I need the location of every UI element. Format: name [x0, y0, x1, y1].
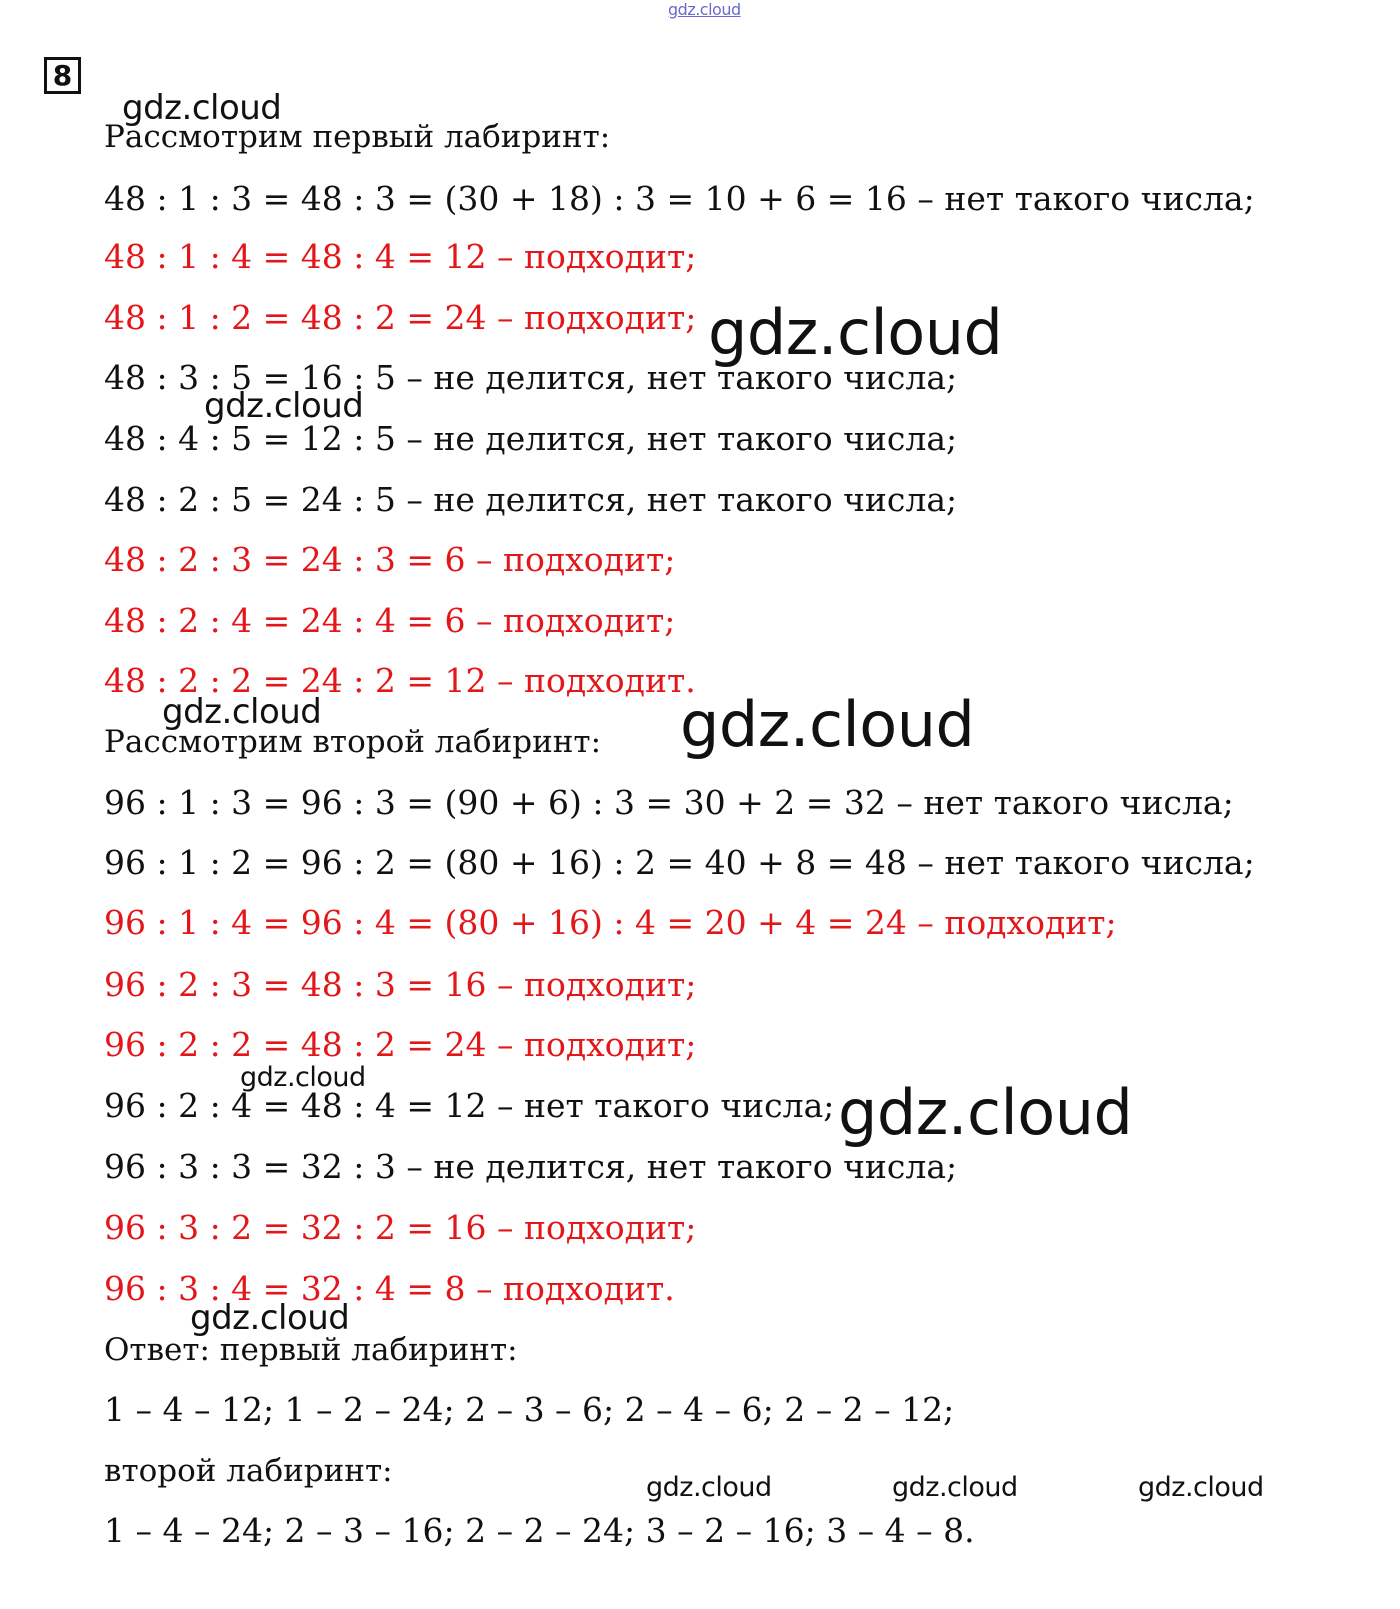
solution-line-fits: 96 : 3 : 2 = 32 : 2 = 16 – подходит; — [104, 1208, 697, 1247]
solution-line: 48 : 4 : 5 = 12 : 5 – не делится, нет такого числа; — [104, 419, 958, 458]
solution-line-fits: 48 : 1 : 2 = 48 : 2 = 24 – подходит; — [104, 298, 697, 337]
answer-heading: Ответ: первый лабиринт: — [104, 1332, 518, 1368]
solution-line: 96 : 1 : 2 = 96 : 2 = (80 + 16) : 2 = 40 + 8 = 48 – нет такого числа; — [104, 843, 1255, 882]
watermark: gdz.cloud — [646, 1472, 772, 1503]
watermark: gdz.cloud — [708, 296, 1003, 369]
watermark: gdz.cloud — [240, 1062, 366, 1093]
watermark: gdz.cloud — [680, 688, 975, 761]
solution-line-fits: 48 : 2 : 3 = 24 : 3 = 6 – подходит; — [104, 540, 676, 579]
solution-line-fits: 96 : 2 : 3 = 48 : 3 = 16 – подходит; — [104, 965, 697, 1004]
watermark: gdz.cloud — [838, 1076, 1133, 1149]
solution-line: 48 : 1 : 3 = 48 : 3 = (30 + 18) : 3 = 10 + 6 = 16 – нет такого числа; — [104, 179, 1255, 218]
solution-line-fits: 96 : 2 : 2 = 48 : 2 = 24 – подходит; — [104, 1025, 697, 1064]
solution-line: 96 : 3 : 3 = 32 : 3 – не делится, нет такого числа; — [104, 1147, 958, 1186]
solution-line-fits: 48 : 1 : 4 = 48 : 4 = 12 – подходит; — [104, 237, 697, 276]
solution-line: 96 : 1 : 3 = 96 : 3 = (90 + 6) : 3 = 30 + 2 = 32 – нет такого числа; — [104, 783, 1234, 822]
watermark: gdz.cloud — [1138, 1472, 1264, 1503]
second-maze-heading: Рассмотрим второй лабиринт: — [104, 724, 602, 760]
first-maze-heading: Рассмотрим первый лабиринт: — [104, 119, 611, 155]
solution-line-fits: 96 : 1 : 4 = 96 : 4 = (80 + 16) : 4 = 20 + 4 = 24 – подходит; — [104, 903, 1117, 942]
answer-second-maze: 1 – 4 – 24; 2 – 3 – 16; 2 – 2 – 24; 3 – 2 – 16; 3 – 4 – 8. — [104, 1511, 975, 1550]
solution-line-fits: 96 : 3 : 4 = 32 : 4 = 8 – подходит. — [104, 1269, 675, 1308]
answer-second-label: второй лабиринт: — [104, 1453, 393, 1489]
watermark: gdz.cloud — [190, 1298, 350, 1338]
watermark: gdz.cloud — [892, 1472, 1018, 1503]
answer-first-maze: 1 – 4 – 12; 1 – 2 – 24; 2 – 3 – 6; 2 – 4 – 6; 2 – 2 – 12; — [104, 1390, 955, 1429]
solution-line: 96 : 2 : 4 = 48 : 4 = 12 – нет такого числа; — [104, 1086, 835, 1125]
solution-line-fits: 48 : 2 : 4 = 24 : 4 = 6 – подходит; — [104, 601, 676, 640]
task-number-badge: 8 — [44, 57, 81, 94]
solution-line-fits: 48 : 2 : 2 = 24 : 2 = 12 – подходит. — [104, 661, 696, 700]
solution-line: 48 : 2 : 5 = 24 : 5 – не делится, нет такого числа; — [104, 480, 958, 519]
solution-line: 48 : 3 : 5 = 16 : 5 – не делится, нет такого числа; — [104, 358, 958, 397]
watermark: gdz.cloud — [162, 692, 322, 732]
watermark: gdz.cloud — [204, 386, 364, 426]
site-mark-link[interactable]: gdz.cloud — [668, 0, 741, 19]
watermark: gdz.cloud — [122, 88, 282, 128]
